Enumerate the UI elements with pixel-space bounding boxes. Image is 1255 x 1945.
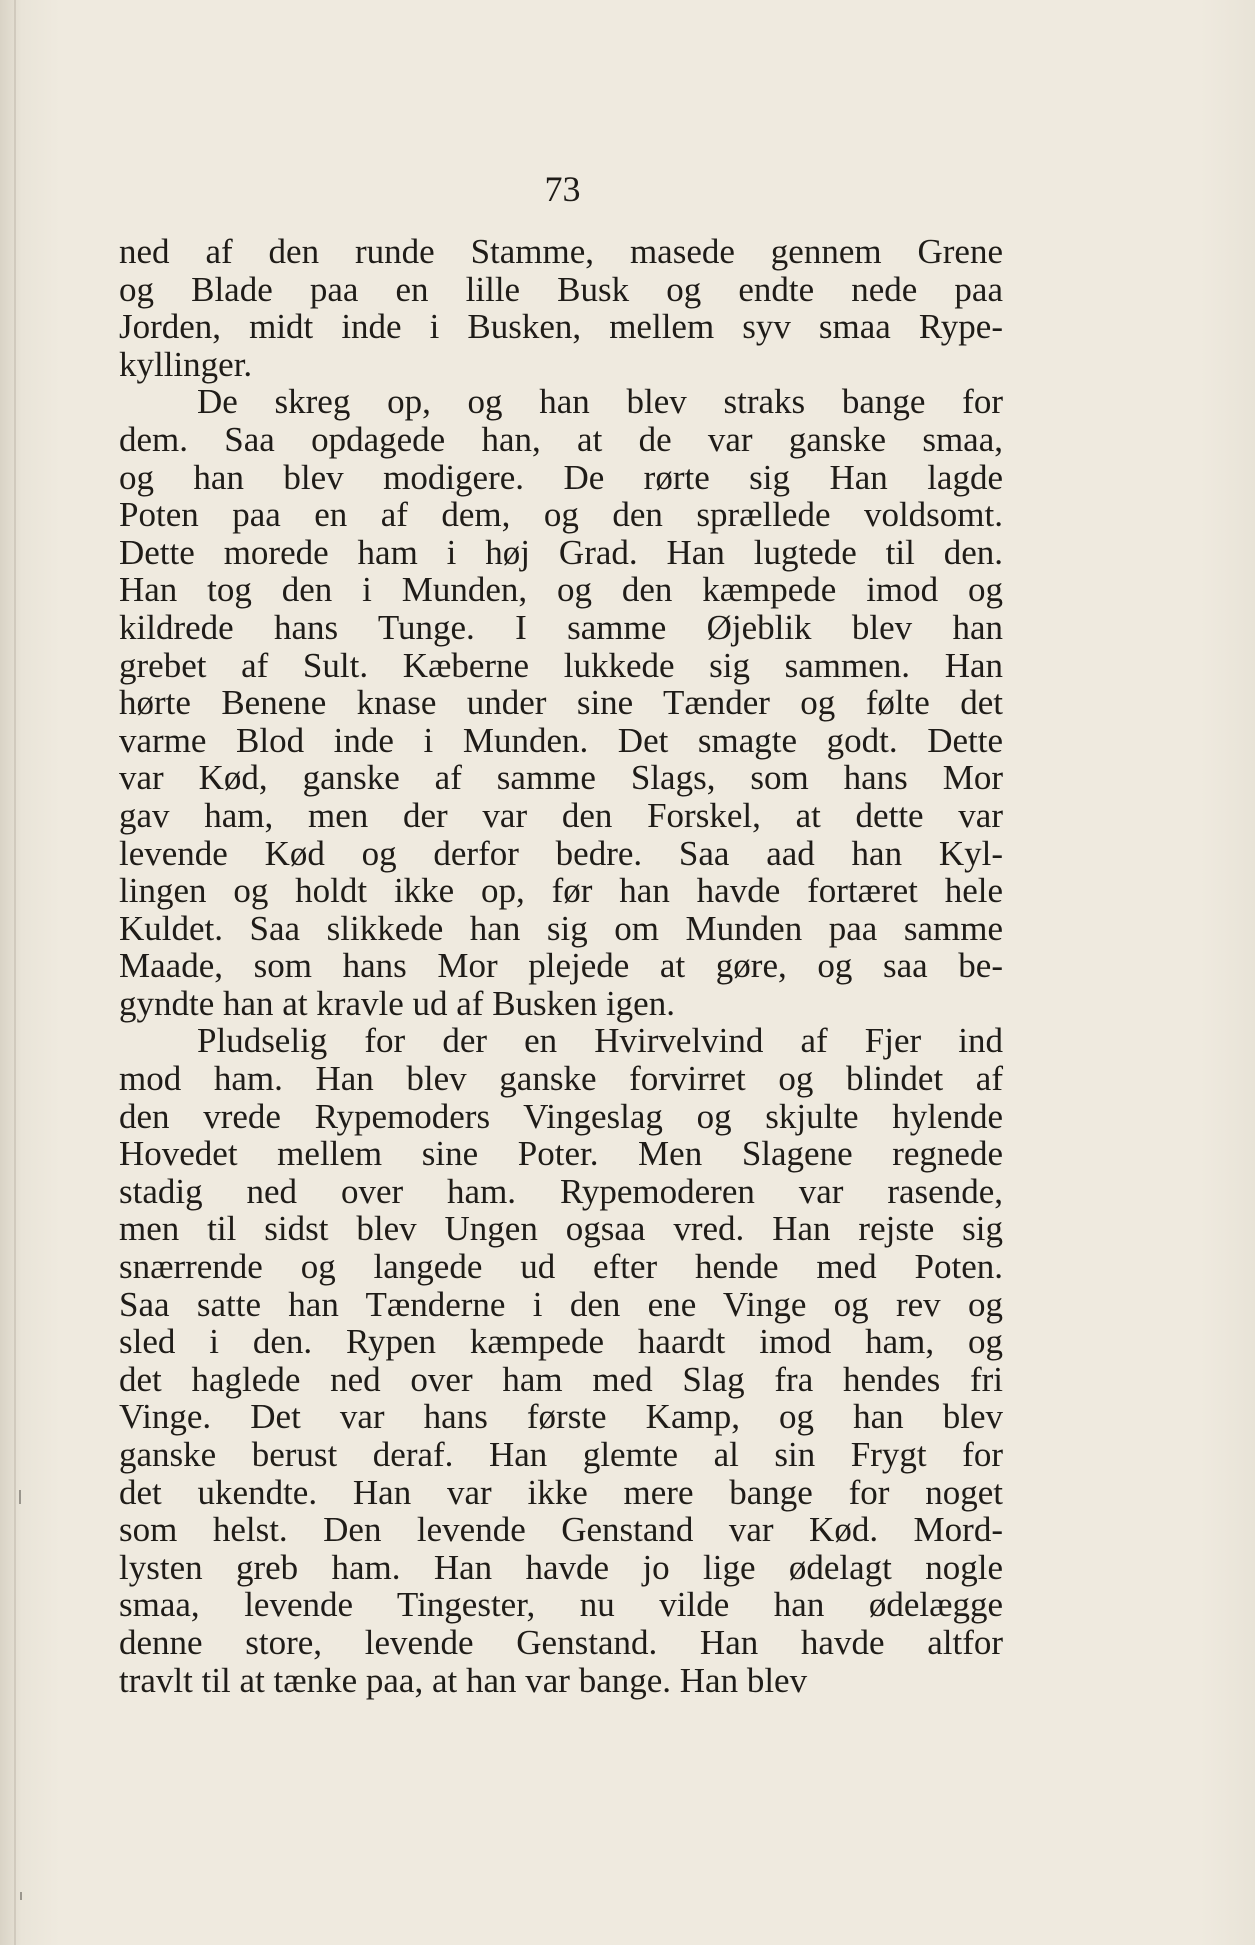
text-line: hørte Benene knase under sine Tænder og følte det xyxy=(119,683,1003,723)
text-line: det haglede ned over ham med Slag fra hendes fri xyxy=(119,1359,1003,1399)
text-line: Vinge. Det var hans første Kamp, og han blev xyxy=(119,1397,1003,1437)
text-line: Pludselig for der en Hvirvelvind af Fjer ind xyxy=(197,1021,1003,1061)
text-line: lysten greb ham. Han havde jo lige ødelagt nogle xyxy=(119,1547,1003,1587)
text-line: kildrede hans Tunge. I samme Øjeblik blev han xyxy=(119,607,1003,647)
text-line: travlt til at tænke paa, at han var bange. Han blev xyxy=(119,1660,808,1700)
text-line: varme Blod inde i Munden. Det smagte godt. Dette xyxy=(119,720,1003,760)
text-line: ganske berust deraf. Han glemte al sin Frygt for xyxy=(119,1435,1003,1474)
page-gutter xyxy=(14,0,16,1945)
text-line: Maade, som hans Mor plejede at gøre, og saa be- xyxy=(119,946,1003,986)
text-line: levende Kød og derfor bedre. Saa aad han Kyl- xyxy=(119,833,1003,873)
text-line: smaa, levende Tingester, nu vilde han ødelægge xyxy=(119,1585,1003,1625)
margin-mark xyxy=(20,1892,22,1900)
text-line: ned af den runde Stamme, masede gennem Grene xyxy=(119,232,1003,271)
text-line: Poten paa en af dem, og den sprællede voldsomt. xyxy=(119,495,1003,535)
page-number: 73 xyxy=(544,169,581,209)
text-line: Dette morede ham i høj Grad. Han lugtede til den. xyxy=(119,532,1003,572)
text-line: lingen og holdt ikke op, før han havde fortæret hele xyxy=(119,871,1003,911)
body-text xyxy=(119,233,1003,1699)
text-line: snærrende og langede ud efter hende med Poten. xyxy=(119,1247,1003,1287)
text-line: gav ham, men der var den Forskel, at dette var xyxy=(119,795,1003,835)
text-line: denne store, levende Genstand. Han havde altfor xyxy=(119,1622,1003,1662)
text-line: det ukendte. Han var ikke mere bange for noget xyxy=(119,1472,1003,1512)
text-line: De skreg op, og han blev straks bange for xyxy=(197,382,1003,422)
text-line: og han blev modigere. De rørte sig Han lagde xyxy=(119,457,1003,497)
text-line: Kuldet. Saa slikkede han sig om Munden paa samme xyxy=(119,908,1003,948)
text-line: dem. Saa opdagede han, at de var ganske smaa, xyxy=(119,419,1003,459)
text-line: Hovedet mellem sine Poter. Men Slagene regnede xyxy=(119,1134,1003,1174)
text-line: og Blade paa en lille Busk og endte nede paa xyxy=(119,269,1003,309)
text-line: den vrede Rypemoders Vingeslag og skjulte hylende xyxy=(119,1096,1003,1136)
text-line: gyndte han at kravle ud af Busken igen. xyxy=(119,983,675,1023)
text-line: mod ham. Han blev ganske forvirret og blindet af xyxy=(119,1059,1003,1099)
text-line: Saa satte han Tænderne i den ene Vinge og rev og xyxy=(119,1284,1003,1324)
text-line: Jorden, midt inde i Busken, mellem syv smaa Rype- xyxy=(119,307,1003,347)
text-line: sled i den. Rypen kæmpede haardt imod ham, og xyxy=(119,1322,1003,1362)
text-line: kyllinger. xyxy=(119,344,253,384)
text-line: var Kød, ganske af samme Slags, som hans Mor xyxy=(119,758,1003,798)
text-line: Han tog den i Munden, og den kæmpede imod og xyxy=(119,570,1003,610)
text-line: stadig ned over ham. Rypemoderen var rasende, xyxy=(119,1171,1003,1211)
text-line: som helst. Den levende Genstand var Kød. Mord- xyxy=(119,1510,1003,1550)
text-line: men til sidst blev Ungen ogsaa vred. Han rejste sig xyxy=(119,1209,1003,1249)
margin-mark xyxy=(19,1490,21,1504)
text-line: grebet af Sult. Kæberne lukkede sig sammen. Han xyxy=(119,645,1003,685)
